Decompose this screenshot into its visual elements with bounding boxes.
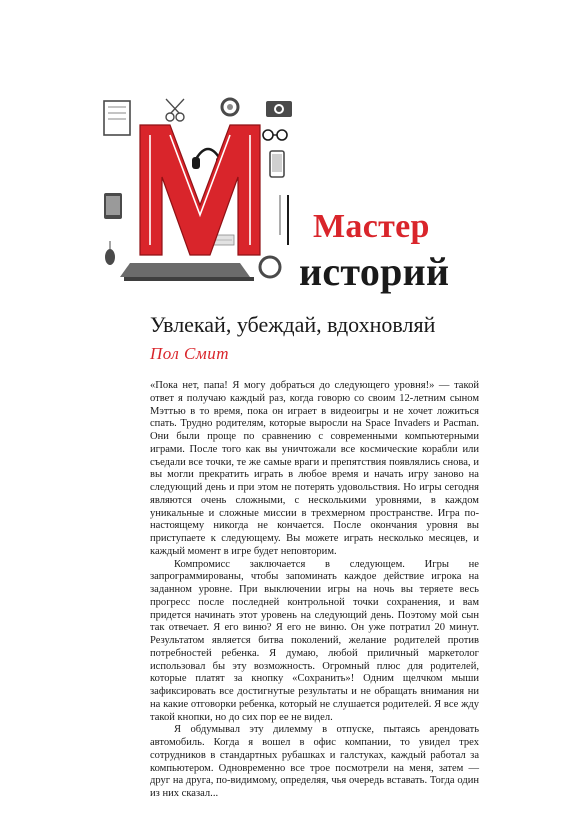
paragraph: «Пока нет, папа! Я могу добраться до следующего уровня!» — такой ответ я получаю каждый раз, когда говорю со своим 12-летним сыном Мэттью в то время, пока он играет в видеоигры и не хочет ложиться спать. Трудно родителям, которые выросли на Space Invaders и Pacman. Они были проще по сравнению с современными компьютерными играми. После того как вы уничтожали все космические корабли или съедали все точки, те же самые враги и препятствия появлялись снова, и вы могли прекратить играть в любое время и начать игру заново на следующий день и при этом не потерять удовольствия. Но игры сегодня являются очень сложными, с несколькими уровнями, в каждом уникальные и сложные миссии в трехмерном пространстве. Игра по-настоящему никогда не кончается. После окончания уровня вы приступаете к следующему. Вы можете играть несколько месяцев, и каждый момент в игре будет неповторим. <box>150 380 479 557</box>
monitor-icon <box>120 263 254 281</box>
tape-roll-icon <box>222 99 238 115</box>
title-line-2: историй <box>299 249 450 294</box>
title-line-1: Мастер <box>313 208 430 245</box>
tablet-icon <box>104 193 122 219</box>
scissors-icon <box>166 99 184 121</box>
mouse-icon <box>105 241 115 265</box>
title-initial-letter <box>140 125 260 255</box>
cover-illustration <box>100 95 300 290</box>
glasses-icon <box>263 130 287 140</box>
body-text <box>150 380 479 801</box>
author: Пол Смит <box>150 344 229 363</box>
paragraph: Компромисс заключается в следующем. Игры не запрограммированы, чтобы запоминать каждое действие игрока на заданном уровне. При выключении игры на ночь вы теряете весь прогресс после последней контрольной точки сохранения, и вам придется начинать этот уровень на следующий день. Поэтому мой сын так отвечает. Я его виню? Я его не виню. Он уже потратил 20 минут. Результатом является битва поколений, желание родителей против потребностей ребенка. Я думаю, любой приличный маркетолог использовал бы эту возможность. Огромный плюс для родителей, которые платят за кнопку «Сохранить»! Одним щелчком мыши зафиксировать все достигнутые результаты и не обращать внимания ни на какие отговорки ребенка, который не слушается родителей. Я все жду такой кнопки, но до сих пор ее не видел. <box>150 558 479 723</box>
subtitle: Увлекай, убеждай, вдохновляй <box>150 312 436 337</box>
camera-icon <box>266 101 292 117</box>
smartphone-icon <box>270 151 284 177</box>
notebook-icon <box>104 101 130 135</box>
paragraph: Я обдумывал эту дилемму в отпуске, пытаясь арендовать автомобиль. Когда я вошел в офис компании, то увидел трех сотрудников в стандартных рубашках и галстуках, каждый работал за компьютером. Одновременно все трое посмотрели на меня, затем — друг на друга, по-видимому, определяя, чья очередь вставать. Тогда один из них сказал... <box>150 724 479 799</box>
pen-icon <box>280 195 288 245</box>
